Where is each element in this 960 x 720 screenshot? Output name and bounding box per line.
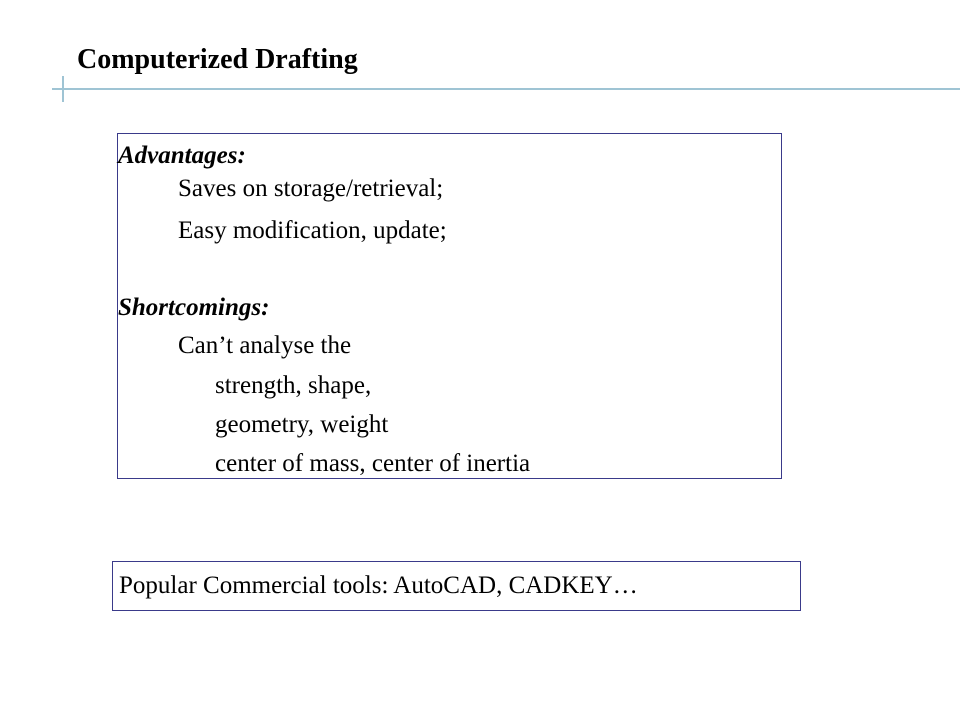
shortcoming-item: geometry, weight	[215, 411, 389, 438]
shortcomings-heading: Shortcomings:	[118, 294, 270, 321]
commercial-tools-box	[112, 561, 801, 611]
shortcoming-item: center of mass, center of inertia	[215, 450, 531, 477]
slide-title: Computerized Drafting	[77, 44, 358, 75]
advantage-item: Easy modification, update;	[178, 217, 447, 244]
advantages-shortcomings-box	[117, 133, 782, 479]
commercial-tools-text: Popular Commercial tools: AutoCAD, CADKEY…	[119, 572, 638, 599]
advantages-heading: Advantages:	[118, 142, 246, 169]
shortcomings-intro: Can’t analyse the	[178, 332, 352, 359]
title-accent-tick	[62, 76, 64, 102]
advantage-item: Saves on storage/retrieval;	[178, 175, 444, 202]
shortcoming-item: strength, shape,	[215, 372, 372, 399]
title-underline-rule	[52, 88, 960, 90]
